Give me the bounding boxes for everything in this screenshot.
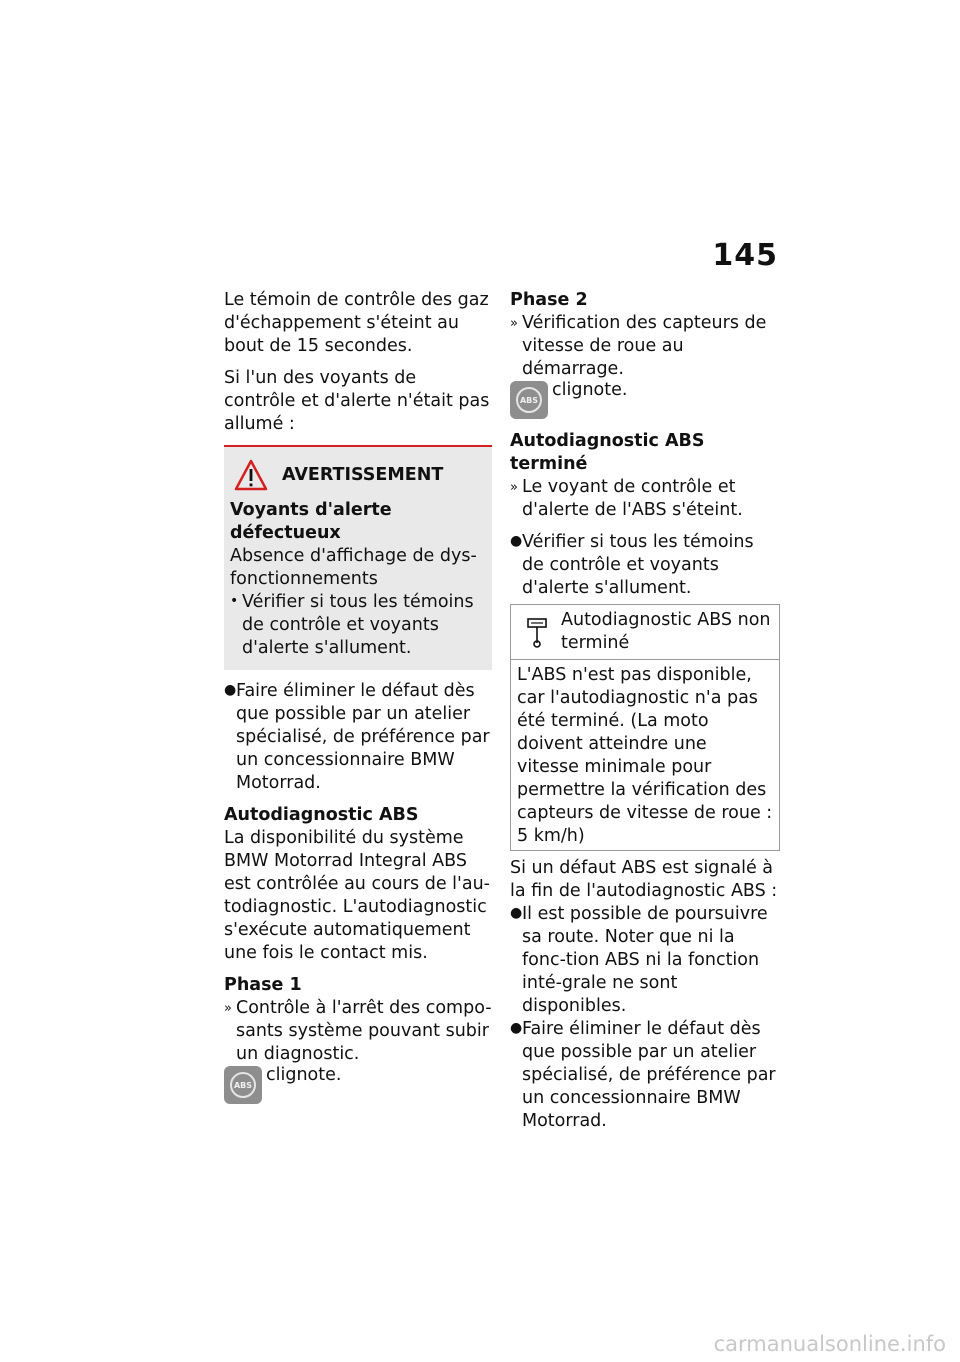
watermark: carmanualsonline.info	[713, 1332, 946, 1356]
section-text: La disponibilité du système BMW Motorrad Integral ABS est contrôlée au cours de l'au-todiagnostic. L'autodiagnostic s'exécute automatiquement une fois le contact mis.	[224, 828, 490, 963]
phase-item-text: Contrôle à l'arrêt des compo-sants système pouvant subir un diagnostic.	[236, 998, 492, 1064]
page-number: 145	[712, 238, 778, 273]
phase-item-text: Vérification des capteurs de vitesse de roue au démarrage.	[522, 313, 767, 379]
bullet-icon: •	[230, 593, 239, 609]
warning-header	[230, 459, 484, 491]
warning-bullet-text: Vérifier si tous les témoins de contrôle et voyants d'alerte s'allument.	[242, 592, 474, 658]
abs-warning-icon	[510, 381, 548, 419]
bullet-icon: ●	[510, 1020, 523, 1036]
list-item	[224, 680, 492, 795]
warning-box	[224, 445, 492, 670]
gauge-needle-icon	[517, 609, 557, 655]
list-item	[510, 903, 780, 1018]
list-item-text: Vérifier si tous les témoins de contrôle et voyants d'alerte s'allument.	[522, 532, 754, 598]
section-heading: Autodiagnostic ABS terminé	[510, 431, 705, 474]
phase-item	[510, 312, 780, 381]
list-item	[510, 531, 780, 600]
list-item-text: Il est possible de poursuivre sa route. Noter que ni la fonc-tion ABS ni la fonction inté-grale ne sont disponibles.	[522, 904, 768, 1016]
result-arrow-icon: »	[510, 316, 518, 331]
phase-heading: Phase 2	[510, 290, 588, 310]
section-heading: Autodiagnostic ABS	[224, 805, 419, 825]
result-item	[510, 476, 780, 522]
warning-label: AVERTISSEMENT	[282, 464, 444, 485]
phase-heading: Phase 1	[224, 975, 302, 995]
info-box-body: L'ABS n'est pas disponible, car l'autodiagnostic n'a pas été terminé. (La moto doivent atteindre une vitesse minimale pour permettre la vérification des capteurs de vitesse de roue : 5 km/h)	[517, 665, 773, 846]
bullet-icon: ●	[510, 905, 523, 921]
right-column	[510, 289, 780, 1133]
fault-text: Si un défaut ABS est signalé à la fin de l'autodiagnostic ABS :	[510, 858, 778, 901]
result-arrow-icon: »	[510, 480, 518, 495]
list-item	[510, 1018, 780, 1133]
info-box-header	[511, 605, 779, 660]
warning-text: Absence d'affichage de dys-fonctionnements	[230, 546, 477, 589]
warning-title: Voyants d'alerte défectueux	[230, 500, 392, 543]
result-arrow-icon: »	[224, 1001, 232, 1016]
abs-warning-icon	[224, 1066, 262, 1104]
abs-blink-text: clignote.	[266, 1065, 342, 1085]
result-item-text: Le voyant de contrôle et d'alerte de l'ABS s'éteint.	[522, 477, 743, 520]
abs-blink-text: clignote.	[552, 380, 628, 400]
left-column	[224, 289, 492, 1106]
list-item-text: Faire éliminer le défaut dès que possible par un atelier spécialisé, de préférence par un concessionnaire BMW Motorrad.	[236, 681, 490, 793]
info-box-title: Autodiagnostic ABS non terminé	[561, 610, 771, 653]
list-item-text: Faire éliminer le défaut dès que possible par un atelier spécialisé, de préférence par un concessionnaire BMW Motorrad.	[522, 1019, 776, 1131]
abs-icon-label: ABS	[230, 1072, 256, 1098]
info-box	[510, 604, 780, 851]
abs-blink-line	[510, 381, 780, 421]
phase-item	[224, 997, 492, 1066]
bullet-icon: ●	[224, 682, 237, 698]
warning-triangle-icon	[234, 459, 268, 491]
intro-condition: Si l'un des voyants de contrôle et d'alerte n'était pas allumé :	[224, 368, 490, 434]
intro-paragraph: Le témoin de contrôle des gaz d'échappement s'éteint au bout de 15 secondes.	[224, 290, 489, 356]
warning-bullet	[230, 591, 484, 660]
abs-icon-label: ABS	[516, 387, 542, 413]
abs-blink-line	[224, 1066, 492, 1106]
bullet-icon: ●	[510, 533, 523, 549]
